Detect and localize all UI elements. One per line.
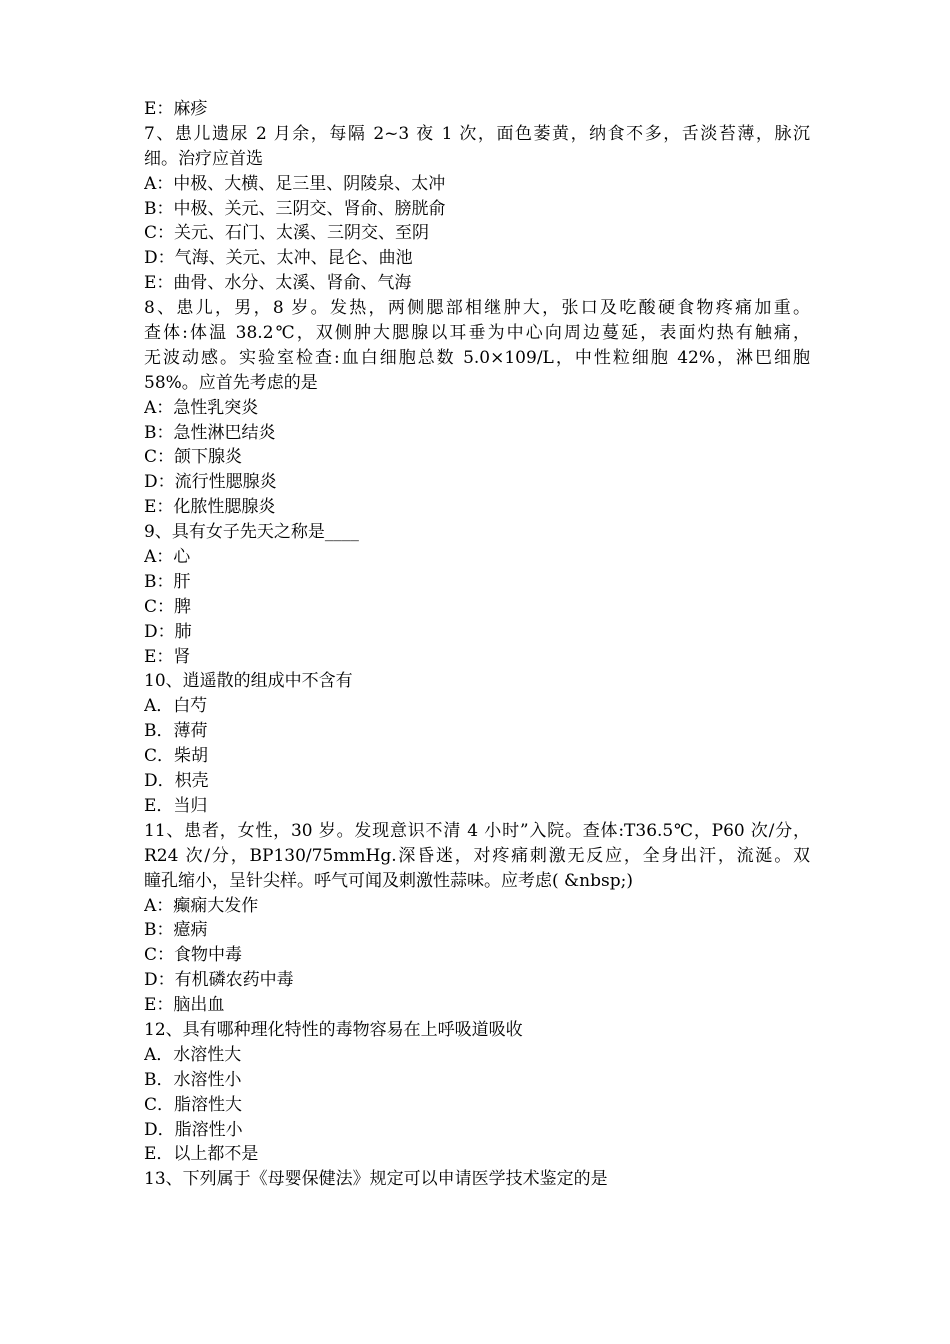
option-line: B：中极、关元、三阴交、肾俞、膀胱俞 xyxy=(144,198,446,219)
option-line: E：肾 xyxy=(144,646,191,667)
option-line: B：肝 xyxy=(144,571,191,592)
option-line: D．枳壳 xyxy=(144,771,209,792)
question-8-line: 查体:体温 38.2℃，双侧肿大腮腺以耳垂为中心向周边蔓延，表面灼热有触痛， xyxy=(144,323,810,344)
question-11-line: 瞳孔缩小，呈针尖样。呼气可闻及刺激性蒜味。应考虑( &nbsp;) xyxy=(144,870,633,891)
option-line: A．白芍 xyxy=(144,696,208,717)
option-line: E．当归 xyxy=(144,795,208,816)
question-13-line: 13、下列属于《母婴保健法》规定可以申请医学技术鉴定的是 xyxy=(144,1169,608,1190)
question-7-line: 7、患儿遗尿 2 月余，每隔 2~3 夜 1 次，面色萎黄，纳食不多，舌淡苔薄，脉沉 xyxy=(144,123,810,144)
option-line: C：脾 xyxy=(144,596,192,617)
document-body xyxy=(144,97,810,1192)
option-line: A：中极、大横、足三里、阴陵泉、太冲 xyxy=(144,173,446,194)
question-8-line: 58%。应首先考虑的是 xyxy=(144,372,318,393)
option-line: E．以上都不是 xyxy=(144,1144,259,1165)
option-line: A．水溶性大 xyxy=(144,1044,242,1065)
option-line: D：有机磷农药中毒 xyxy=(144,970,294,991)
option-line: E：曲骨、水分、太溪、肾俞、气海 xyxy=(144,273,412,294)
option-line: E：麻疹 xyxy=(144,99,208,119)
option-line: C：食物中毒 xyxy=(144,945,243,966)
option-line: D：肺 xyxy=(144,621,192,642)
question-11-line: 11、患者，女性，30 岁。发现意识不清 4 小时”入院。查体:T36.5℃，P60 次/分， xyxy=(144,820,810,841)
option-line: B．水溶性小 xyxy=(144,1069,242,1090)
option-line: E：化脓性腮腺炎 xyxy=(144,497,276,518)
question-12-line: 12、具有哪种理化特性的毒物容易在上呼吸道吸收 xyxy=(144,1019,523,1040)
question-8-line: 无波动感。实验室检查:血白细胞总数 5.0×109/L，中性粒细胞 42%，淋巴细胞 xyxy=(144,347,810,368)
option-line: C．脂溶性大 xyxy=(144,1094,243,1115)
question-11-line: R24 次/分，BP130/75mmHg.深昏迷，对疼痛刺激无反应，全身出汗，流涎。双 xyxy=(144,845,810,866)
option-line: B：癔病 xyxy=(144,920,208,941)
option-line: C．柴胡 xyxy=(144,746,209,767)
option-line: A：急性乳突炎 xyxy=(144,397,259,418)
option-line: B：急性淋巴结炎 xyxy=(144,422,276,443)
option-line: C：关元、石门、太溪、三阴交、至阴 xyxy=(144,223,430,244)
option-line: D：气海、关元、太冲、昆仑、曲池 xyxy=(144,248,413,269)
option-line: A：癫痫大发作 xyxy=(144,895,259,916)
option-line: C：颌下腺炎 xyxy=(144,447,243,468)
option-line: D：流行性腮腺炎 xyxy=(144,472,277,493)
question-7-line: 细。治疗应首选 xyxy=(144,148,263,169)
option-line: E：脑出血 xyxy=(144,995,225,1016)
option-line: D．脂溶性小 xyxy=(144,1119,243,1140)
option-line: B．薄荷 xyxy=(144,721,208,742)
question-9-line: 9、具有女子先天之称是____ xyxy=(144,522,359,543)
question-10-line: 10、逍遥散的组成中不含有 xyxy=(144,671,353,692)
option-line: A：心 xyxy=(144,547,191,568)
question-8-line: 8、患儿，男，8 岁。发热，两侧腮部相继肿大，张口及吃酸硬食物疼痛加重。 xyxy=(144,298,810,319)
